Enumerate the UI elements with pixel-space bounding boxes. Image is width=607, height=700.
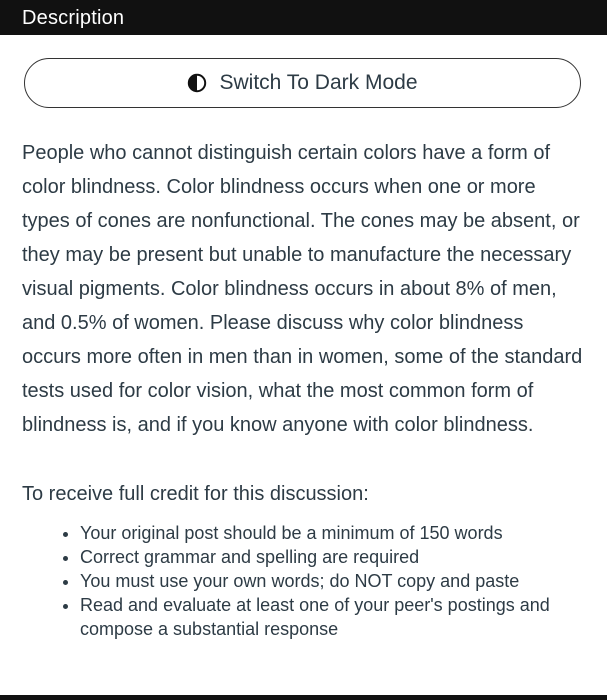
- dark-mode-button-label: Switch To Dark Mode: [219, 71, 418, 94]
- credit-heading: To receive full credit for this discussion:: [22, 483, 369, 505]
- bottom-divider: [0, 695, 607, 700]
- requirements-list: [22, 521, 587, 641]
- requirement-grammar-spelling: • Correct grammar and spelling are required: [80, 545, 587, 569]
- contrast-half-circle-icon: [187, 73, 207, 93]
- switch-to-dark-mode-button[interactable]: [24, 58, 581, 108]
- page-title: Description: [22, 7, 125, 29]
- description-paragraph: People who cannot distinguish certain colors have a form of color blindness. Color blindness occurs when one or more types of cones are nonfunctional. The cones may be absent, or they may be present but unable to manufacture the necessary visual pigments. Color blindness occurs in about 8% of men, and 0.5% of women. Please discuss why color blindness occurs more often in men than in women, some of the standard tests used for color vision, what the most common form of blindness is, and if you know anyone with color blindness.: [22, 142, 583, 436]
- requirement-minimum-words: • Your original post should be a minimum of 150 words: [80, 521, 587, 545]
- description-header: [0, 0, 607, 35]
- requirement-peer-response: • Read and evaluate at least one of your peer's postings and compose a substantial response: [80, 593, 587, 641]
- requirement-own-words: • You must use your own words; do NOT copy and paste: [80, 569, 587, 593]
- discussion-description: [22, 136, 587, 641]
